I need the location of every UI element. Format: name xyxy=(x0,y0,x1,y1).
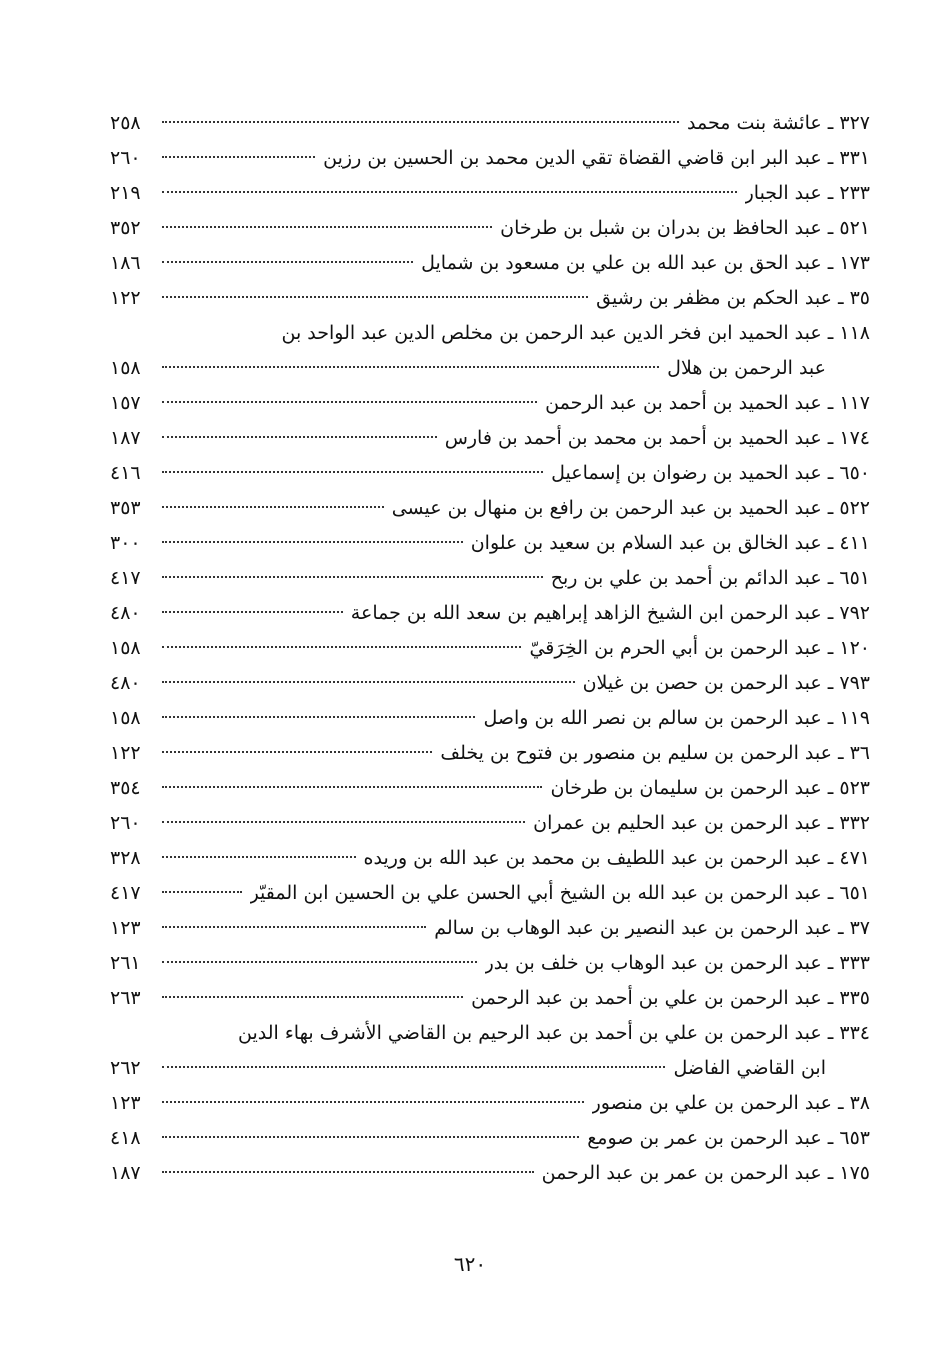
dot-leader xyxy=(162,1171,534,1173)
dot-leader xyxy=(162,541,463,543)
index-entry xyxy=(110,701,870,736)
entry-text: ١١٩ ـ عبد الرحمن بن سالم بن نصر الله بن واصل xyxy=(483,707,870,729)
dot-leader xyxy=(162,401,537,403)
index-entry xyxy=(110,386,870,421)
entry-text: ٧٩٢ ـ عبد الرحمن ابن الشيخ الزاهد إبراهيم بن سعد الله بن جماعة xyxy=(350,602,870,624)
entry-text: ٥٢٢ ـ عبد الحميد بن عبد الرحمن بن رافع بن منهال بن عيسى xyxy=(391,497,870,519)
entry-text: ١٢٠ ـ عبد الرحمن بن أبي الحرم بن الخِرَقيّ xyxy=(529,637,870,659)
entry-page-number: ٤١٨ xyxy=(110,1127,141,1149)
entry-page-number: ٤١٧ xyxy=(110,882,141,904)
entry-page-number: ٣٥٢ xyxy=(110,217,141,239)
entry-text: ٤٧١ ـ عبد الرحمن بن عبد اللطيف بن محمد بن عبد الله بن وريده xyxy=(363,847,870,869)
dot-leader xyxy=(162,1101,584,1103)
dot-leader xyxy=(162,366,659,368)
entry-page-number: ١٨٦ xyxy=(110,252,141,274)
index-entry xyxy=(110,631,870,666)
entry-text: ٣٣١ ـ عبد البر ابن قاضي القضاة تقي الدين محمد بن الحسين بن رزين xyxy=(323,147,870,169)
dot-leader xyxy=(162,156,315,158)
entry-text: ٣٣٥ ـ عبد الرحمن بن علي بن أحمد بن عبد الرحمن xyxy=(471,987,870,1009)
entry-text: ١٧٣ ـ عبد الحق بن عبد الله بن علي بن مسعود بن شمايل xyxy=(421,252,870,274)
dot-leader xyxy=(162,681,575,683)
dot-leader xyxy=(162,191,737,193)
entry-text: ٣٣٤ ـ عبد الرحمن بن علي بن أحمد بن عبد الرحيم بن القاضي الأشرف بهاء الدين xyxy=(238,1022,870,1044)
entry-page-number: ٢٥٨ xyxy=(110,112,141,134)
dot-leader xyxy=(162,296,588,298)
index-entry xyxy=(110,176,870,211)
index-entry xyxy=(110,141,870,176)
index-list xyxy=(110,106,870,1191)
entry-text: ٦٥١ ـ عبد الرحمن بن عبد الله بن الشيخ أبي الحسن علي بن الحسين ابن المقيّر xyxy=(249,882,870,904)
entry-text: ٣٣٣ ـ عبد الرحمن بن عبد الوهاب بن خلف بن بدر xyxy=(484,952,870,974)
index-entry xyxy=(110,106,870,141)
entry-text: ٦٥٣ ـ عبد الرحمن بن عمر بن صومع xyxy=(587,1127,870,1149)
dot-leader xyxy=(162,576,543,578)
entry-page-number: ٢٦٠ xyxy=(110,147,141,169)
entry-text: ٣٣٢ ـ عبد الرحمن بن عبد الحليم بن عمران xyxy=(533,812,870,834)
entry-page-number: ١٢٢ xyxy=(110,287,141,309)
index-entry xyxy=(110,876,870,911)
entry-text: ١١٧ ـ عبد الحميد بن أحمد بن عبد الرحمن xyxy=(545,392,870,414)
entry-page-number: ٢٦٢ xyxy=(110,1057,141,1079)
entry-text: ٦٥٠ ـ عبد الحميد بن رضوان بن إسماعيل xyxy=(551,462,870,484)
entry-page-number: ٢٦٣ xyxy=(110,987,141,1009)
entry-text: ٣٥ ـ عبد الحكم بن مظفر بن رشيق xyxy=(596,287,870,309)
index-entry xyxy=(110,281,870,316)
entry-text: ابن القاضي الفاضل xyxy=(673,1057,826,1079)
dot-leader xyxy=(162,1136,579,1138)
entry-text: ٣٦ ـ عبد الرحمن بن سليم بن منصور بن فتوح بن يخلف xyxy=(440,742,870,764)
entry-text: ٥٢٣ ـ عبد الرحمن بن سليمان بن طرخان xyxy=(550,777,870,799)
entry-text: ٣٧ ـ عبد الرحمن بن عبد النصير بن عبد الوهاب بن سالم xyxy=(434,917,870,939)
entry-text: ١٧٤ ـ عبد الحميد بن أحمد بن محمد بن أحمد بن فارس xyxy=(444,427,870,449)
index-entry xyxy=(110,771,870,806)
index-entry xyxy=(110,841,870,876)
index-entry xyxy=(110,736,870,771)
dot-leader xyxy=(162,856,356,858)
entry-page-number: ١٥٨ xyxy=(110,637,141,659)
index-entry xyxy=(110,981,870,1016)
entry-page-number: ٣٠٠ xyxy=(110,532,141,554)
dot-leader xyxy=(162,926,426,928)
index-entry xyxy=(110,911,870,946)
index-entry xyxy=(110,596,870,631)
index-entry xyxy=(110,316,870,351)
index-entry xyxy=(110,561,870,596)
index-entry xyxy=(110,946,870,981)
dot-leader xyxy=(162,961,477,963)
entry-text: ٦٥١ ـ عبد الدائم بن أحمد بن علي بن ربح xyxy=(550,567,870,589)
dot-leader xyxy=(162,471,543,473)
entry-page-number: ٣٢٨ xyxy=(110,847,141,869)
entry-text: ١١٨ ـ عبد الحميد ابن فخر الدين عبد الرحمن بن مخلص الدين عبد الواحد بن xyxy=(281,322,870,344)
dot-leader xyxy=(162,786,542,788)
index-entry xyxy=(110,1086,870,1121)
entry-page-number: ٤٨٠ xyxy=(110,602,141,624)
index-entry xyxy=(110,1156,870,1191)
entry-text: ١٧٥ ـ عبد الرحمن بن عمر بن عبد الرحمن xyxy=(541,1162,870,1184)
index-entry xyxy=(110,526,870,561)
entry-page-number: ٤٨٠ xyxy=(110,672,141,694)
dot-leader xyxy=(162,506,384,508)
index-entry xyxy=(110,211,870,246)
index-entry xyxy=(110,1016,870,1051)
entry-page-number: ٣٥٤ xyxy=(110,777,141,799)
dot-leader xyxy=(162,1066,665,1068)
entry-page-number: ١٨٧ xyxy=(110,1162,141,1184)
entry-text: ٣٨ ـ عبد الرحمن بن علي بن منصور xyxy=(591,1092,870,1114)
dot-leader xyxy=(162,716,475,718)
index-entry xyxy=(110,456,870,491)
entry-page-number: ١٥٨ xyxy=(110,357,141,379)
dot-leader xyxy=(162,891,242,893)
entry-text: ٤١١ ـ عبد الخالق بن عبد السلام بن سعيد بن علوان xyxy=(470,532,870,554)
index-entry xyxy=(110,1051,870,1086)
dot-leader xyxy=(162,261,413,263)
entry-page-number: ٢١٩ xyxy=(110,182,141,204)
dot-leader xyxy=(162,121,679,123)
entry-page-number: ١٥٧ xyxy=(110,392,141,414)
entry-page-number: ٢٦١ xyxy=(110,952,141,974)
dot-leader xyxy=(162,821,525,823)
dot-leader xyxy=(162,646,521,648)
index-entry xyxy=(110,666,870,701)
index-entry xyxy=(110,246,870,281)
dot-leader xyxy=(162,611,343,613)
dot-leader xyxy=(162,226,492,228)
entry-text: عبد الرحمن بن هلال xyxy=(667,357,826,379)
dot-leader xyxy=(162,436,437,438)
entry-page-number: ١٢٢ xyxy=(110,742,141,764)
entry-page-number: ١٨٧ xyxy=(110,427,141,449)
entry-page-number: ٣٥٣ xyxy=(110,497,141,519)
dot-leader xyxy=(162,996,463,998)
dot-leader xyxy=(162,751,432,753)
entry-text: ٧٩٣ ـ عبد الرحمن بن حصن بن غيلان xyxy=(582,672,870,694)
entry-page-number: ١٥٨ xyxy=(110,707,141,729)
entry-page-number: ١٢٣ xyxy=(110,917,141,939)
index-entry xyxy=(110,491,870,526)
index-entry xyxy=(110,351,870,386)
index-entry xyxy=(110,806,870,841)
entry-page-number: ٤١٧ xyxy=(110,567,141,589)
entry-text: ٥٢١ ـ عبد الحافظ بن بدران بن شبل بن طرخان xyxy=(500,217,870,239)
index-entry xyxy=(110,421,870,456)
page-number: ٦٢٠ xyxy=(453,1252,487,1276)
entry-page-number: ٤١٦ xyxy=(110,462,141,484)
entry-text: ٢٣٣ ـ عبد الجبار xyxy=(744,182,870,204)
entry-page-number: ١٢٣ xyxy=(110,1092,141,1114)
index-entry xyxy=(110,1121,870,1156)
entry-text: ٣٢٧ ـ عائشة بنت محمد xyxy=(687,112,870,134)
entry-page-number: ٢٦٠ xyxy=(110,812,141,834)
